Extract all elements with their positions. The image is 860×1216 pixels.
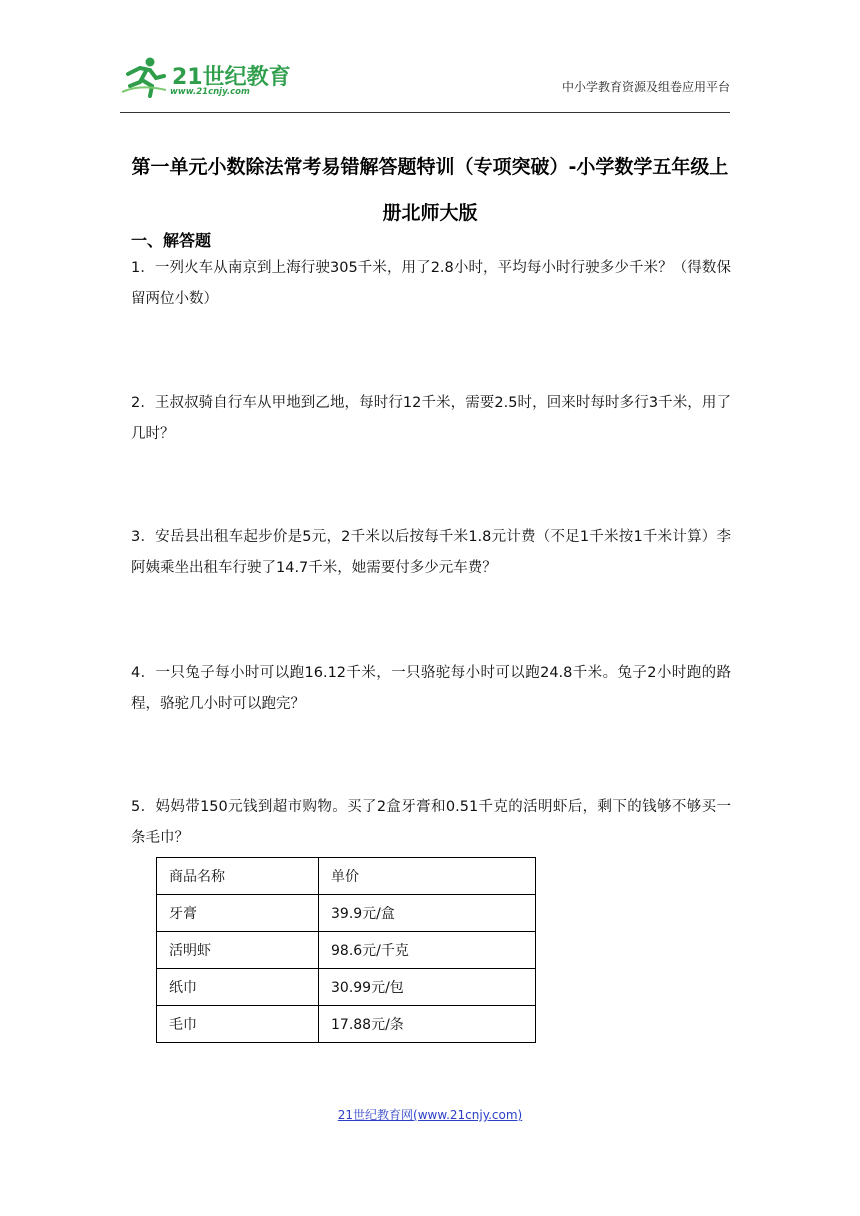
logo-wordmark: 21世纪教育 [172, 65, 291, 90]
platform-tagline: 中小学教育资源及组卷应用平台 [561, 80, 730, 94]
document-title: 第一单元小数除法常考易错解答题特训（专项突破）-小学数学五年级上册北师大版 [131, 156, 729, 224]
table-cell: 牙膏 [157, 895, 319, 932]
table-header-cell: 单价 [319, 858, 536, 895]
table-cell: 98.6元/千克 [319, 932, 536, 969]
table-row [157, 1006, 536, 1043]
table-header-cell: 商品名称 [157, 858, 319, 895]
table-cell: 30.99元/包 [319, 969, 536, 1006]
table-cell: 纸巾 [157, 969, 319, 1006]
page-header [120, 54, 730, 112]
price-table [156, 857, 536, 1043]
question-5: 5．妈妈带150元钱到超市购物。买了2盒牙膏和0.51千克的活明虾后，剩下的钱够不够买一条毛巾？ [131, 799, 731, 846]
question-2: 2．王叔叔骑自行车从甲地到乙地，每时行12千米，需要2.5时，回来时每时多行3千米，用了几时？ [131, 395, 731, 442]
logo-url: www.21cnjy.com [170, 87, 250, 97]
question-3: 3．安岳县出租车起步价是5元，2千米以后按每千米1.8元计费（不足1千米按1千米计算）李阿姨乘坐出租车行驶了14.7千米，她需要付多少元车费？ [131, 529, 731, 576]
table-cell: 39.9元/盒 [319, 895, 536, 932]
runner-logo-icon [120, 54, 170, 98]
site-logo[interactable] [120, 54, 300, 98]
table-cell: 毛巾 [157, 1006, 319, 1043]
table-cell: 活明虾 [157, 932, 319, 969]
question-1: 1．一列火车从南京到上海行驶305千米，用了2.8小时，平均每小时行驶多少千米？（得数保留两位小数） [131, 260, 731, 307]
table-row [157, 969, 536, 1006]
section-heading: 一、解答题 [131, 231, 212, 250]
page-footer [0, 1106, 860, 1123]
footer-link[interactable]: 21世纪教育网(www.21cnjy.com) [337, 1108, 523, 1122]
table-cell: 17.88元/条 [319, 1006, 536, 1043]
table-row [157, 895, 536, 932]
question-4: 4．一只兔子每小时可以跑16.12千米，一只骆驼每小时可以跑24.8千米。兔子2小时跑的路程，骆驼几小时可以跑完？ [131, 665, 731, 712]
table-row [157, 932, 536, 969]
header-divider [120, 112, 730, 113]
table-header-row [157, 858, 536, 895]
